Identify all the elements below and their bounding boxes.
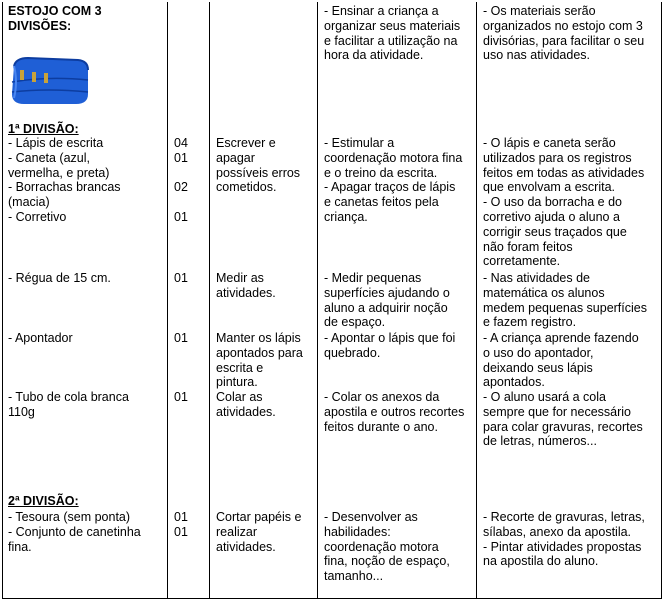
div1-heading: 1ª DIVISÃO:: [8, 122, 79, 136]
apontador-use: - A criança aprende fazendo o uso do apontador, deixando seus lápis apontados.: [483, 331, 639, 390]
div1-items: - Lápis de escrita - Caneta (azul, vermelha, e preta) - Borrachas brancas (macia) - Corretivo: [8, 136, 121, 224]
apontador-purpose: Manter os lápis apontados para escrita e pintura.: [216, 331, 303, 390]
table-border-bottom: [2, 598, 662, 599]
table-divider-1: [167, 2, 168, 599]
table-divider-2: [209, 2, 210, 599]
estojo-objective: - Ensinar a criança a organizar seus materiais e facilitar a utilização na hora da atividade.: [324, 4, 461, 63]
cola-quantity: 01: [174, 390, 188, 404]
table-divider-4: [476, 2, 477, 599]
cola-objective: - Colar os anexos da apostila e outros recortes feitos durante o ano.: [324, 390, 465, 434]
apontador-quantity: 01: [174, 331, 188, 345]
estojo-use: - Os materiais serão organizados no estojo com 3 divisórias, para facilitar o seu uso nas atividades.: [483, 4, 645, 63]
div2-purpose: Cortar papéis e realizar atividades.: [216, 510, 302, 554]
pencil-case-icon: [8, 52, 92, 108]
div1-use: - O lápis e caneta serão utilizados para os registros feitos em todas as atividades que envolvam a escrita. - O uso da borracha e do corretivo ajuda o aluno a corrigir seus traçados que não foram feitos corretamente.: [483, 136, 645, 269]
div2-items: - Tesoura (sem ponta) - Conjunto de canetinha fina.: [8, 510, 141, 554]
div1-quantities: 04 01 02 01: [174, 136, 188, 224]
apontador-objective: - Apontar o lápis que foi quebrado.: [324, 331, 456, 360]
table-border-left: [2, 2, 3, 599]
div2-use: - Recorte de gravuras, letras, sílabas, anexo da apostila. - Pintar atividades propostas na apostila do aluno.: [483, 510, 645, 569]
div1-purpose: Escrever e apagar possíveis erros cometidos.: [216, 136, 301, 195]
cola-use: - O aluno usará a cola sempre que for necessário para colar gravuras, recortes de letras, números...: [483, 390, 643, 449]
cola-item: - Tubo de cola branca 110g: [8, 390, 129, 419]
regua-purpose: Medir as atividades.: [216, 271, 276, 300]
table-divider-3: [317, 2, 318, 599]
div2-objective: - Desenvolver as habilidades: coordenação motora fina, noção de espaço, tamanho...: [324, 510, 450, 584]
regua-use: - Nas atividades de matemática os alunos medem pequenas superfícies e fazem registro.: [483, 271, 647, 330]
estojo-title: ESTOJO COM 3 DIVISÕES:: [8, 4, 102, 33]
regua-quantity: 01: [174, 271, 188, 285]
regua-objective: - Medir pequenas superfícies ajudando o aluno a adquirir noção de espaço.: [324, 271, 450, 330]
regua-item: - Régua de 15 cm.: [8, 271, 111, 285]
div2-quantities: 01 01: [174, 510, 188, 539]
apontador-item: - Apontador: [8, 331, 73, 345]
cola-purpose: Colar as atividades.: [216, 390, 276, 419]
table-border-right: [661, 2, 662, 599]
div1-objective: - Estimular a coordenação motora fina e o treino da escrita. - Apagar traços de lápis e canetas feitos pela criança.: [324, 136, 463, 224]
div2-heading: 2ª DIVISÃO:: [8, 494, 79, 508]
